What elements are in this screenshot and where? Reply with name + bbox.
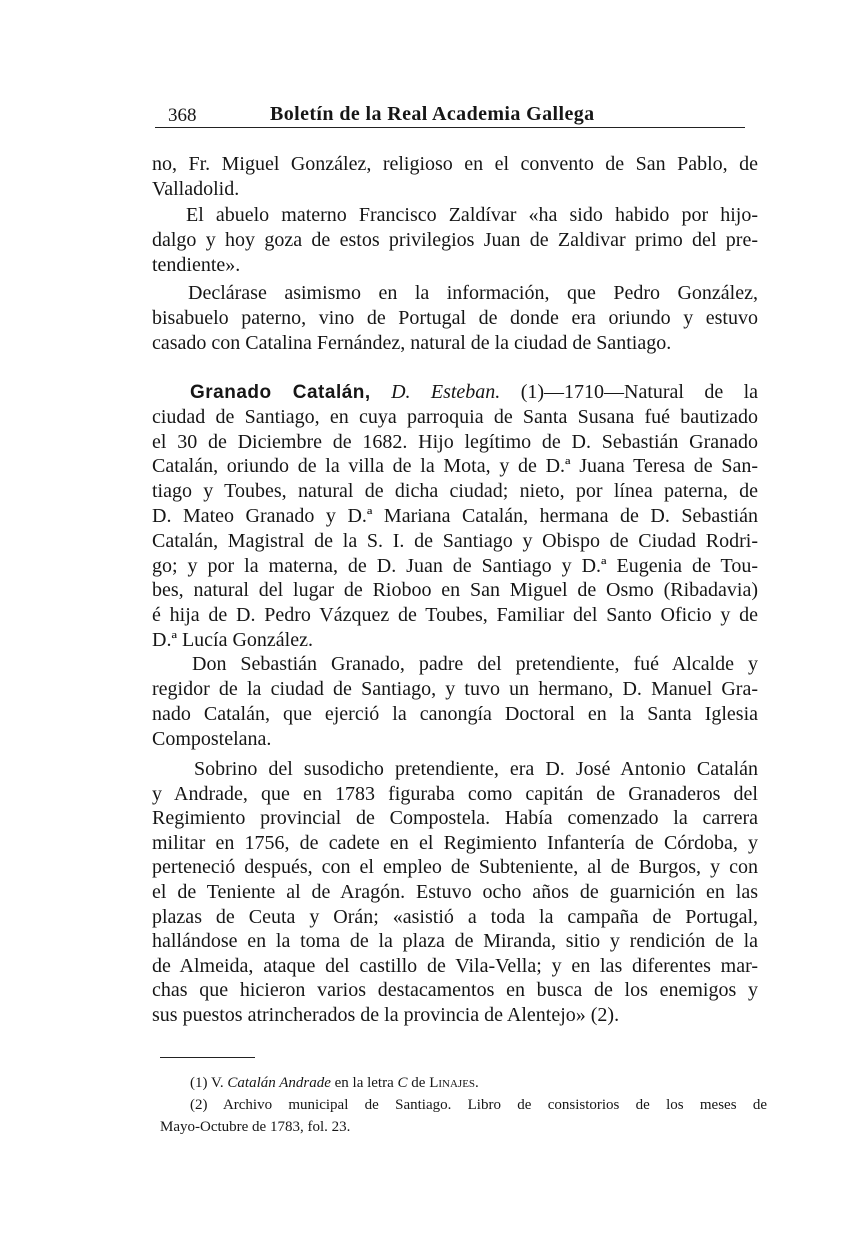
- text-line: Catalán, oriundo de la villa de la Mota, y de D.ª Juana Teresa de San-: [152, 455, 758, 478]
- paragraph-sobrino: [152, 757, 758, 1028]
- footnote-text: de: [411, 1075, 426, 1091]
- text-line: Don Sebastián Granado, padre del pretendiente, fué Alcalde y: [192, 653, 758, 675]
- text-line: Compostelana.: [152, 728, 272, 750]
- page-number: 368: [168, 105, 197, 126]
- text-line: Catalán, Magistral de la S. I. de Santiago y Obispo de Ciudad Rodri-: [152, 529, 758, 552]
- text-line: tiago y Toubes, natural de dicha ciudad; nieto, por línea paterna, de: [152, 480, 758, 503]
- text-line: bes, natural del lugar de Rioboo en San Miguel de Osmo (Ribadavia): [152, 579, 758, 602]
- footnote-marker: (1): [190, 1075, 208, 1091]
- text-line: no, Fr. Miguel González, religioso en el convento de San Pablo, de: [152, 153, 758, 175]
- text-line: Valladolid.: [152, 178, 240, 200]
- text-line: nado Catalán, que ejerció la canongía Doctoral en la Santa Iglesia: [152, 703, 758, 725]
- header-rule: [155, 127, 745, 128]
- paragraph-bisabuelo: [152, 281, 758, 356]
- text-line: regidor de la ciudad de Santiago, y tuvo un hermano, D. Manuel Gra-: [152, 678, 758, 700]
- paragraph-padre: [152, 652, 758, 752]
- text-line: perteneció después, con el empleo de Subteniente, al de Burgos, y con: [152, 856, 758, 879]
- paragraph-abuelo-materno: [152, 203, 758, 278]
- text-line: go; y por la materna, de D. Juan de Santiago y D.ª Eugenia de Tou-: [152, 554, 758, 577]
- text-line: é hija de D. Pedro Vázquez de Toubes, Familiar del Santo Oficio y de: [152, 604, 758, 627]
- text-line: sus puestos atrincherados de la provincia de Alentejo» (2).: [152, 1003, 620, 1026]
- entry-title: D. Esteban.: [391, 381, 501, 403]
- text-line: de Almeida, ataque del castillo de Vila-Vella; y en las diferentes mar-: [152, 954, 758, 977]
- text-line: Regimiento provincial de Compostela. Había comenzado la carrera: [152, 807, 758, 830]
- text-line: bisabuelo paterno, vino de Portugal de donde era oriundo y estuvo: [152, 307, 758, 329]
- footnote-1: [160, 1072, 767, 1094]
- paragraph-continuation: [152, 152, 758, 202]
- text-line: D. Mateo Granado y D.ª Mariana Catalán, hermana de D. Sebastián: [152, 504, 758, 527]
- text-line: Sobrino del susodicho pretendiente, era D. José Antonio Catalán: [194, 758, 758, 780]
- text-line: El abuelo materno Francisco Zaldívar «ha sido habido por hijo-: [186, 204, 758, 226]
- text-line: chas que hicieron varios destacamentos en busca de los enemigos y: [152, 979, 758, 1002]
- entry-name: Granado Catalán,: [190, 382, 371, 403]
- entry-heading-line: [152, 380, 758, 405]
- text-line: ciudad de Santiago, en cuya parroquia de Santa Susana fué bautizado: [152, 405, 758, 428]
- text-line: dalgo y hoy goza de estos privilegios Juan de Zaldivar primo del pre-: [152, 229, 758, 251]
- footnotes: [160, 1072, 767, 1138]
- text-line: D.ª Lucía González.: [152, 628, 313, 651]
- footnote-text: en la letra: [334, 1075, 394, 1091]
- entry-heading-rest: (1)—1710—Natural de la: [520, 381, 759, 403]
- running-title: Boletín de la Real Academia Gallega: [270, 103, 595, 125]
- footnote-text: V.: [210, 1075, 224, 1091]
- text-line: tendiente».: [152, 254, 241, 276]
- text-line: plazas de Ceuta y Orán; «asistió a toda la campaña de Portugal,: [152, 905, 758, 928]
- footnote-letter: C: [397, 1075, 408, 1091]
- text-line: militar en 1756, de cadete en el Regimiento Infantería de Córdoba, y: [152, 831, 758, 854]
- text-line: y Andrade, que en 1783 figuraba como capitán de Granaderos del: [152, 782, 758, 805]
- text-line: casado con Catalina Fernández, natural de la ciudad de Santiago.: [152, 332, 672, 354]
- entry-granado-catalan: [152, 380, 758, 653]
- text-line: el 30 de Diciembre de 1682. Hijo legítimo de D. Sebastián Granado: [152, 430, 758, 453]
- text-line: Declárase asimismo en la información, que Pedro González,: [188, 282, 758, 304]
- footnote-reference: Catalán Andrade: [227, 1075, 331, 1091]
- footnote-2-continuation: Mayo-Octubre de 1783, fol. 23.: [160, 1119, 351, 1135]
- footnote-section: Linajes.: [429, 1075, 479, 1091]
- footnote-rule: [160, 1057, 255, 1058]
- text-line: el de Teniente al de Aragón. Estuvo ocho años de guarnición en las: [152, 880, 758, 903]
- text-line: hallándose en la toma de la plaza de Miranda, sitio y rendición de la: [152, 930, 758, 953]
- footnote-2: (2) Archivo municipal de Santiago. Libro de consistorios de los meses de: [190, 1097, 767, 1113]
